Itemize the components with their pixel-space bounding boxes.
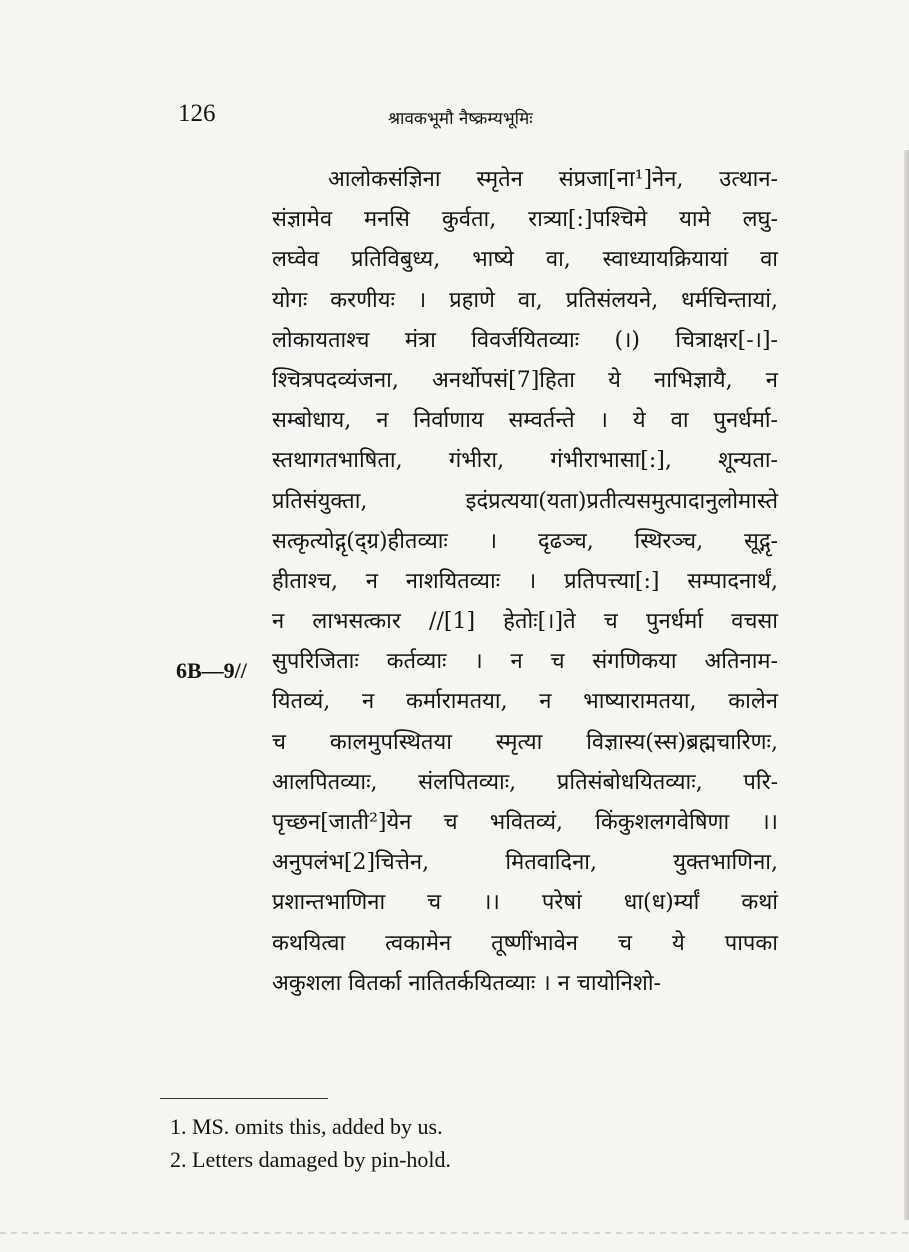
text-line: आलपितव्याः, संलपितव्याः, प्रतिसंबोधयितव्याः, परि- bbox=[272, 769, 778, 795]
footnotes bbox=[170, 1110, 451, 1176]
running-title: श्रावकभूमौ नैष्क्रम्यभूमिः bbox=[388, 109, 533, 129]
page-number: 126 bbox=[178, 100, 216, 127]
text-line: च कालमुपस्थितया स्मृत्या विज्ञास्य(स्स)ब्रह्मचारिणः, bbox=[272, 729, 778, 755]
text-line: स्तथागतभाषिता, गंभीरा, गंभीराभासा[:], शून्यता- bbox=[272, 448, 778, 474]
text-line: न लाभसत्कार //[1] हेतोः[।]ते च पुनर्धर्मा वचसा bbox=[272, 609, 778, 635]
text-line: अकुशला वितर्का नातितर्कयितव्याः । न चायोनिशो- bbox=[272, 970, 661, 996]
text-line: लोकायताश्च मंत्रा विवर्जयितव्याः (।) चित्राक्षर[-।]- bbox=[272, 327, 778, 353]
text-line: पृच्छन[जाती²]येन च भवितव्यं, किंकुशलगवेषिणा ।। bbox=[272, 810, 778, 835]
text-line: यितव्यं, न कर्मारामतया, न भाष्यारामतया, कालेन bbox=[272, 689, 778, 715]
text-line: कथयित्वा त्वकामेन तूष्णींभावेन च ये पापका bbox=[272, 930, 778, 956]
scan-artifact-line bbox=[0, 1232, 909, 1234]
text-line: सत्कृत्योद्गृ(द्ग्र)हीतव्याः । दृढञ्च, स्थिरञ्च, सूद्गृ- bbox=[272, 528, 778, 554]
text-line: हीताश्च, न नाशयितव्याः । प्रतिपत्त्या[:] सम्पादनार्थं, bbox=[272, 568, 778, 594]
footnote: 2. Letters damaged by pin-hold. bbox=[170, 1147, 452, 1172]
text-line: आलोकसंज्ञिना स्मृतेन संप्रजा[ना¹]नेन, उत्थान- bbox=[328, 167, 778, 192]
text-line: प्रशान्तभाणिना च ।। परेषां धा(ध)र्म्यां कथां bbox=[272, 890, 778, 916]
text-line: प्रतिसंयुक्ता, इदंप्रत्यया(यता)प्रतीत्यसमुत्पादानुलोमास्ते bbox=[272, 488, 778, 514]
text-line: योगः करणीयः । प्रहाणे वा, प्रतिसंलयने, धर्मचिन्तायां, bbox=[272, 287, 778, 313]
text-line: लघ्वेव प्रतिविबुध्य, भाष्ये वा, स्वाध्यायक्रियायां वा bbox=[272, 247, 778, 273]
margin-folio-note: 6B—9// bbox=[176, 658, 247, 683]
page-edge-shadow bbox=[904, 150, 909, 1220]
footnote-divider bbox=[160, 1098, 328, 1099]
text-line: सम्बोधाय, न निर्वाणाय सम्वर्तन्ते । ये वा पुनर्धर्मा- bbox=[272, 408, 778, 434]
text-line: सुपरिजिताः कर्तव्याः । न च संगणिकया अतिनाम- bbox=[272, 649, 778, 675]
text-line: अनुपलंभ[2]चित्तेन, मितवादिना, युक्तभाणिना, bbox=[272, 850, 778, 876]
text-line: संज्ञामेव मनसि कुर्वता, रात्र्या[:]पश्चिमे यामे लघु- bbox=[272, 207, 778, 233]
body-text bbox=[272, 160, 778, 1004]
footnote: 1. MS. omits this, added by us. bbox=[170, 1114, 443, 1139]
text-line: श्चित्रपदव्यंजना, अनर्थोपसं[7]हिता ये नाभिज्ञायै, न bbox=[272, 367, 778, 393]
